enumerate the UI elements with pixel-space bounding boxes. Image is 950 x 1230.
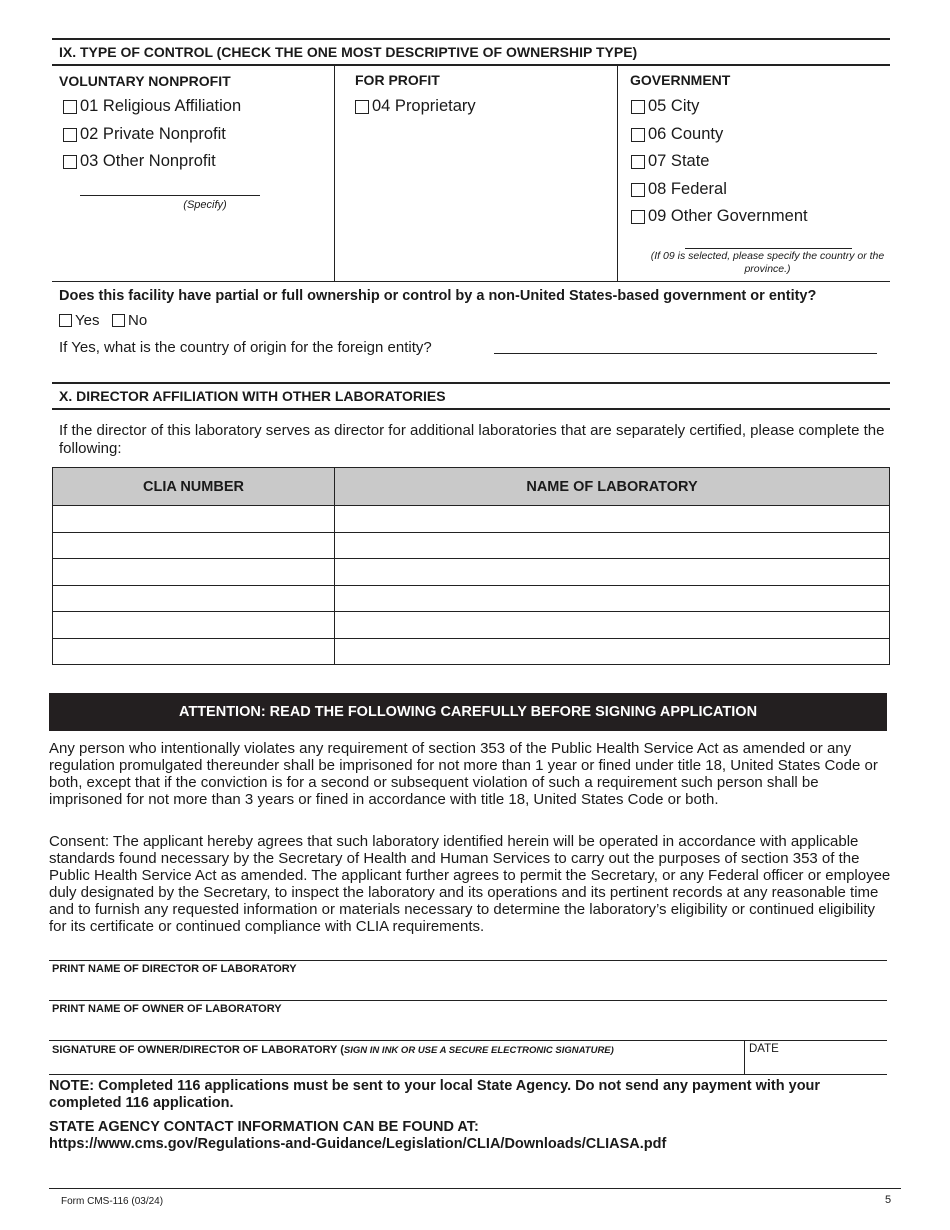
option-other-government[interactable] bbox=[631, 207, 808, 226]
clia-number-cell[interactable] bbox=[53, 585, 335, 612]
specify-label: (Specify) bbox=[183, 199, 227, 211]
option-label: 08 Federal bbox=[648, 180, 727, 198]
date-label: DATE bbox=[749, 1043, 779, 1055]
table-row bbox=[53, 506, 890, 533]
checkbox[interactable] bbox=[112, 314, 125, 327]
option-federal[interactable] bbox=[631, 180, 727, 199]
lab-name-cell[interactable] bbox=[335, 506, 890, 533]
option-proprietary[interactable] bbox=[355, 97, 476, 116]
lab-name-cell[interactable] bbox=[335, 585, 890, 612]
option-label: Yes bbox=[75, 312, 100, 329]
option-yes[interactable] bbox=[59, 312, 99, 329]
other-government-note: (If 09 is selected, please specify the country or the province.) bbox=[650, 250, 885, 275]
table-row bbox=[53, 638, 890, 665]
country-input[interactable] bbox=[494, 336, 877, 354]
owner-name-label: PRINT NAME OF OWNER OF LABORATORY bbox=[52, 1003, 282, 1015]
column-divider bbox=[334, 66, 335, 282]
checkbox[interactable] bbox=[631, 100, 645, 114]
foreign-ownership-question: Does this facility have partial or full ownership or control by a non-United States-based government or entity? bbox=[59, 288, 817, 304]
option-county[interactable] bbox=[631, 125, 723, 144]
option-label: 06 County bbox=[648, 125, 724, 143]
divider bbox=[49, 1040, 887, 1041]
state-agency-label: STATE AGENCY CONTACT INFORMATION CAN BE FOUND AT: bbox=[49, 1119, 479, 1135]
checkbox[interactable] bbox=[63, 155, 77, 169]
section-9-title: IX. TYPE OF CONTROL (CHECK THE ONE MOST DESCRIPTIVE OF OWNERSHIP TYPE) bbox=[52, 38, 890, 66]
option-label: 05 City bbox=[648, 97, 700, 115]
option-religious-affiliation[interactable] bbox=[63, 97, 241, 116]
checkbox[interactable] bbox=[631, 183, 645, 197]
for-profit-heading: FOR PROFIT bbox=[355, 72, 440, 88]
government-heading: GOVERNMENT bbox=[630, 72, 731, 88]
checkbox[interactable] bbox=[631, 128, 645, 142]
clia-number-cell[interactable] bbox=[53, 612, 335, 639]
option-label: No bbox=[128, 312, 148, 329]
column-divider bbox=[744, 1040, 745, 1074]
attention-banner: ATTENTION: READ THE FOLLOWING CAREFULLY BEFORE SIGNING APPLICATION bbox=[49, 693, 887, 731]
divider bbox=[49, 1074, 887, 1075]
option-no[interactable] bbox=[112, 312, 147, 329]
director-name-input[interactable] bbox=[49, 976, 887, 1000]
lab-name-cell[interactable] bbox=[335, 559, 890, 586]
section-10-intro: If the director of this laboratory serves as director for additional laboratories that are separately certified, please complete the following: bbox=[59, 422, 885, 457]
clia-number-cell[interactable] bbox=[53, 559, 335, 586]
penalty-paragraph: Any person who intentionally violates any requirement of section 353 of the Public Health Service Act as amended or any regulation promulgated thereunder shall be imprisoned for not more than 1 year or fined under title 18, United States Code or both, except that if the conviction is for a second or subsequent violation of such a requirement such person shall be imprisoned for not more than 3 years or fined in accordance with title 18, United States Code or both. bbox=[49, 740, 878, 808]
specify-input[interactable] bbox=[80, 178, 260, 196]
footer-divider bbox=[49, 1188, 901, 1189]
signature-label bbox=[52, 1044, 614, 1056]
voluntary-nonprofit-heading: VOLUNTARY NONPROFIT bbox=[59, 73, 231, 89]
option-other-nonprofit[interactable] bbox=[63, 152, 216, 171]
owner-name-input[interactable] bbox=[49, 1016, 887, 1040]
lab-name-cell[interactable] bbox=[335, 532, 890, 559]
option-label: 04 Proprietary bbox=[372, 97, 476, 115]
signature-label-text: SIGNATURE OF OWNER/DIRECTOR OF LABORATORY ( bbox=[52, 1044, 344, 1056]
checkbox[interactable] bbox=[355, 100, 369, 114]
divider bbox=[52, 281, 890, 282]
checkbox[interactable] bbox=[63, 100, 77, 114]
page-number: 5 bbox=[885, 1194, 892, 1206]
checkbox[interactable] bbox=[631, 155, 645, 169]
state-agency-link[interactable]: https://www.cms.gov/Regulations-and-Guidance/Legislation/CLIA/Downloads/CLIASA.pdf bbox=[49, 1136, 667, 1152]
option-label: 03 Other Nonprofit bbox=[80, 152, 216, 170]
option-label: 02 Private Nonprofit bbox=[80, 125, 226, 143]
country-question: If Yes, what is the country of origin for the foreign entity? bbox=[59, 339, 432, 356]
signature-input[interactable] bbox=[49, 1056, 743, 1074]
checkbox[interactable] bbox=[59, 314, 72, 327]
option-state[interactable] bbox=[631, 152, 709, 171]
option-city[interactable] bbox=[631, 97, 699, 116]
date-input[interactable] bbox=[746, 1056, 887, 1074]
director-name-label: PRINT NAME OF DIRECTOR OF LABORATORY bbox=[52, 963, 297, 975]
option-label: 09 Other Government bbox=[648, 207, 808, 225]
divider bbox=[49, 1000, 887, 1001]
clia-number-cell[interactable] bbox=[53, 532, 335, 559]
table-row bbox=[53, 559, 890, 586]
clia-number-header: CLIA NUMBER bbox=[53, 468, 335, 506]
form-id: Form CMS-116 (03/24) bbox=[61, 1196, 164, 1207]
table-row bbox=[53, 612, 890, 639]
consent-paragraph: Consent: The applicant hereby agrees that such laboratory identified herein will be operated in accordance with applicable standards found necessary by the Secretary of Health and Human Services to carry out the purposes of section 353 of the Public Health Service Act as amended. The applicant further agrees to permit the Secretary, or any Federal officer or employee duly designated by the Secretary, to inspect the laboratory and its operations and its pertinent records at any reasonable time and to furnish any requested information or materials necessary to determine the laboratory’s eligibility or continued eligibility for its certificate or continued compliance with CLIA requirements. bbox=[49, 833, 891, 935]
checkbox[interactable] bbox=[63, 128, 77, 142]
director-affiliation-table bbox=[52, 467, 890, 665]
other-government-input[interactable] bbox=[685, 231, 852, 249]
lab-name-cell[interactable] bbox=[335, 638, 890, 665]
checkbox[interactable] bbox=[631, 210, 645, 224]
clia-number-cell[interactable] bbox=[53, 638, 335, 665]
option-label: 07 State bbox=[648, 152, 710, 170]
submission-note: NOTE: Completed 116 applications must be sent to your local State Agency. Do not send any payment with your completed 116 application. bbox=[49, 1078, 821, 1111]
divider bbox=[49, 960, 887, 961]
column-divider bbox=[617, 66, 618, 282]
table-row bbox=[53, 532, 890, 559]
clia-number-cell[interactable] bbox=[53, 506, 335, 533]
option-private-nonprofit[interactable] bbox=[63, 125, 226, 144]
signature-note: SIGN IN INK OR USE A SECURE ELECTRONIC SIGNATURE) bbox=[343, 1045, 614, 1056]
lab-name-header: NAME OF LABORATORY bbox=[335, 468, 890, 506]
section-10-title: X. DIRECTOR AFFILIATION WITH OTHER LABORATORIES bbox=[52, 382, 890, 410]
table-row bbox=[53, 585, 890, 612]
lab-name-cell[interactable] bbox=[335, 612, 890, 639]
option-label: 01 Religious Affiliation bbox=[80, 97, 242, 115]
